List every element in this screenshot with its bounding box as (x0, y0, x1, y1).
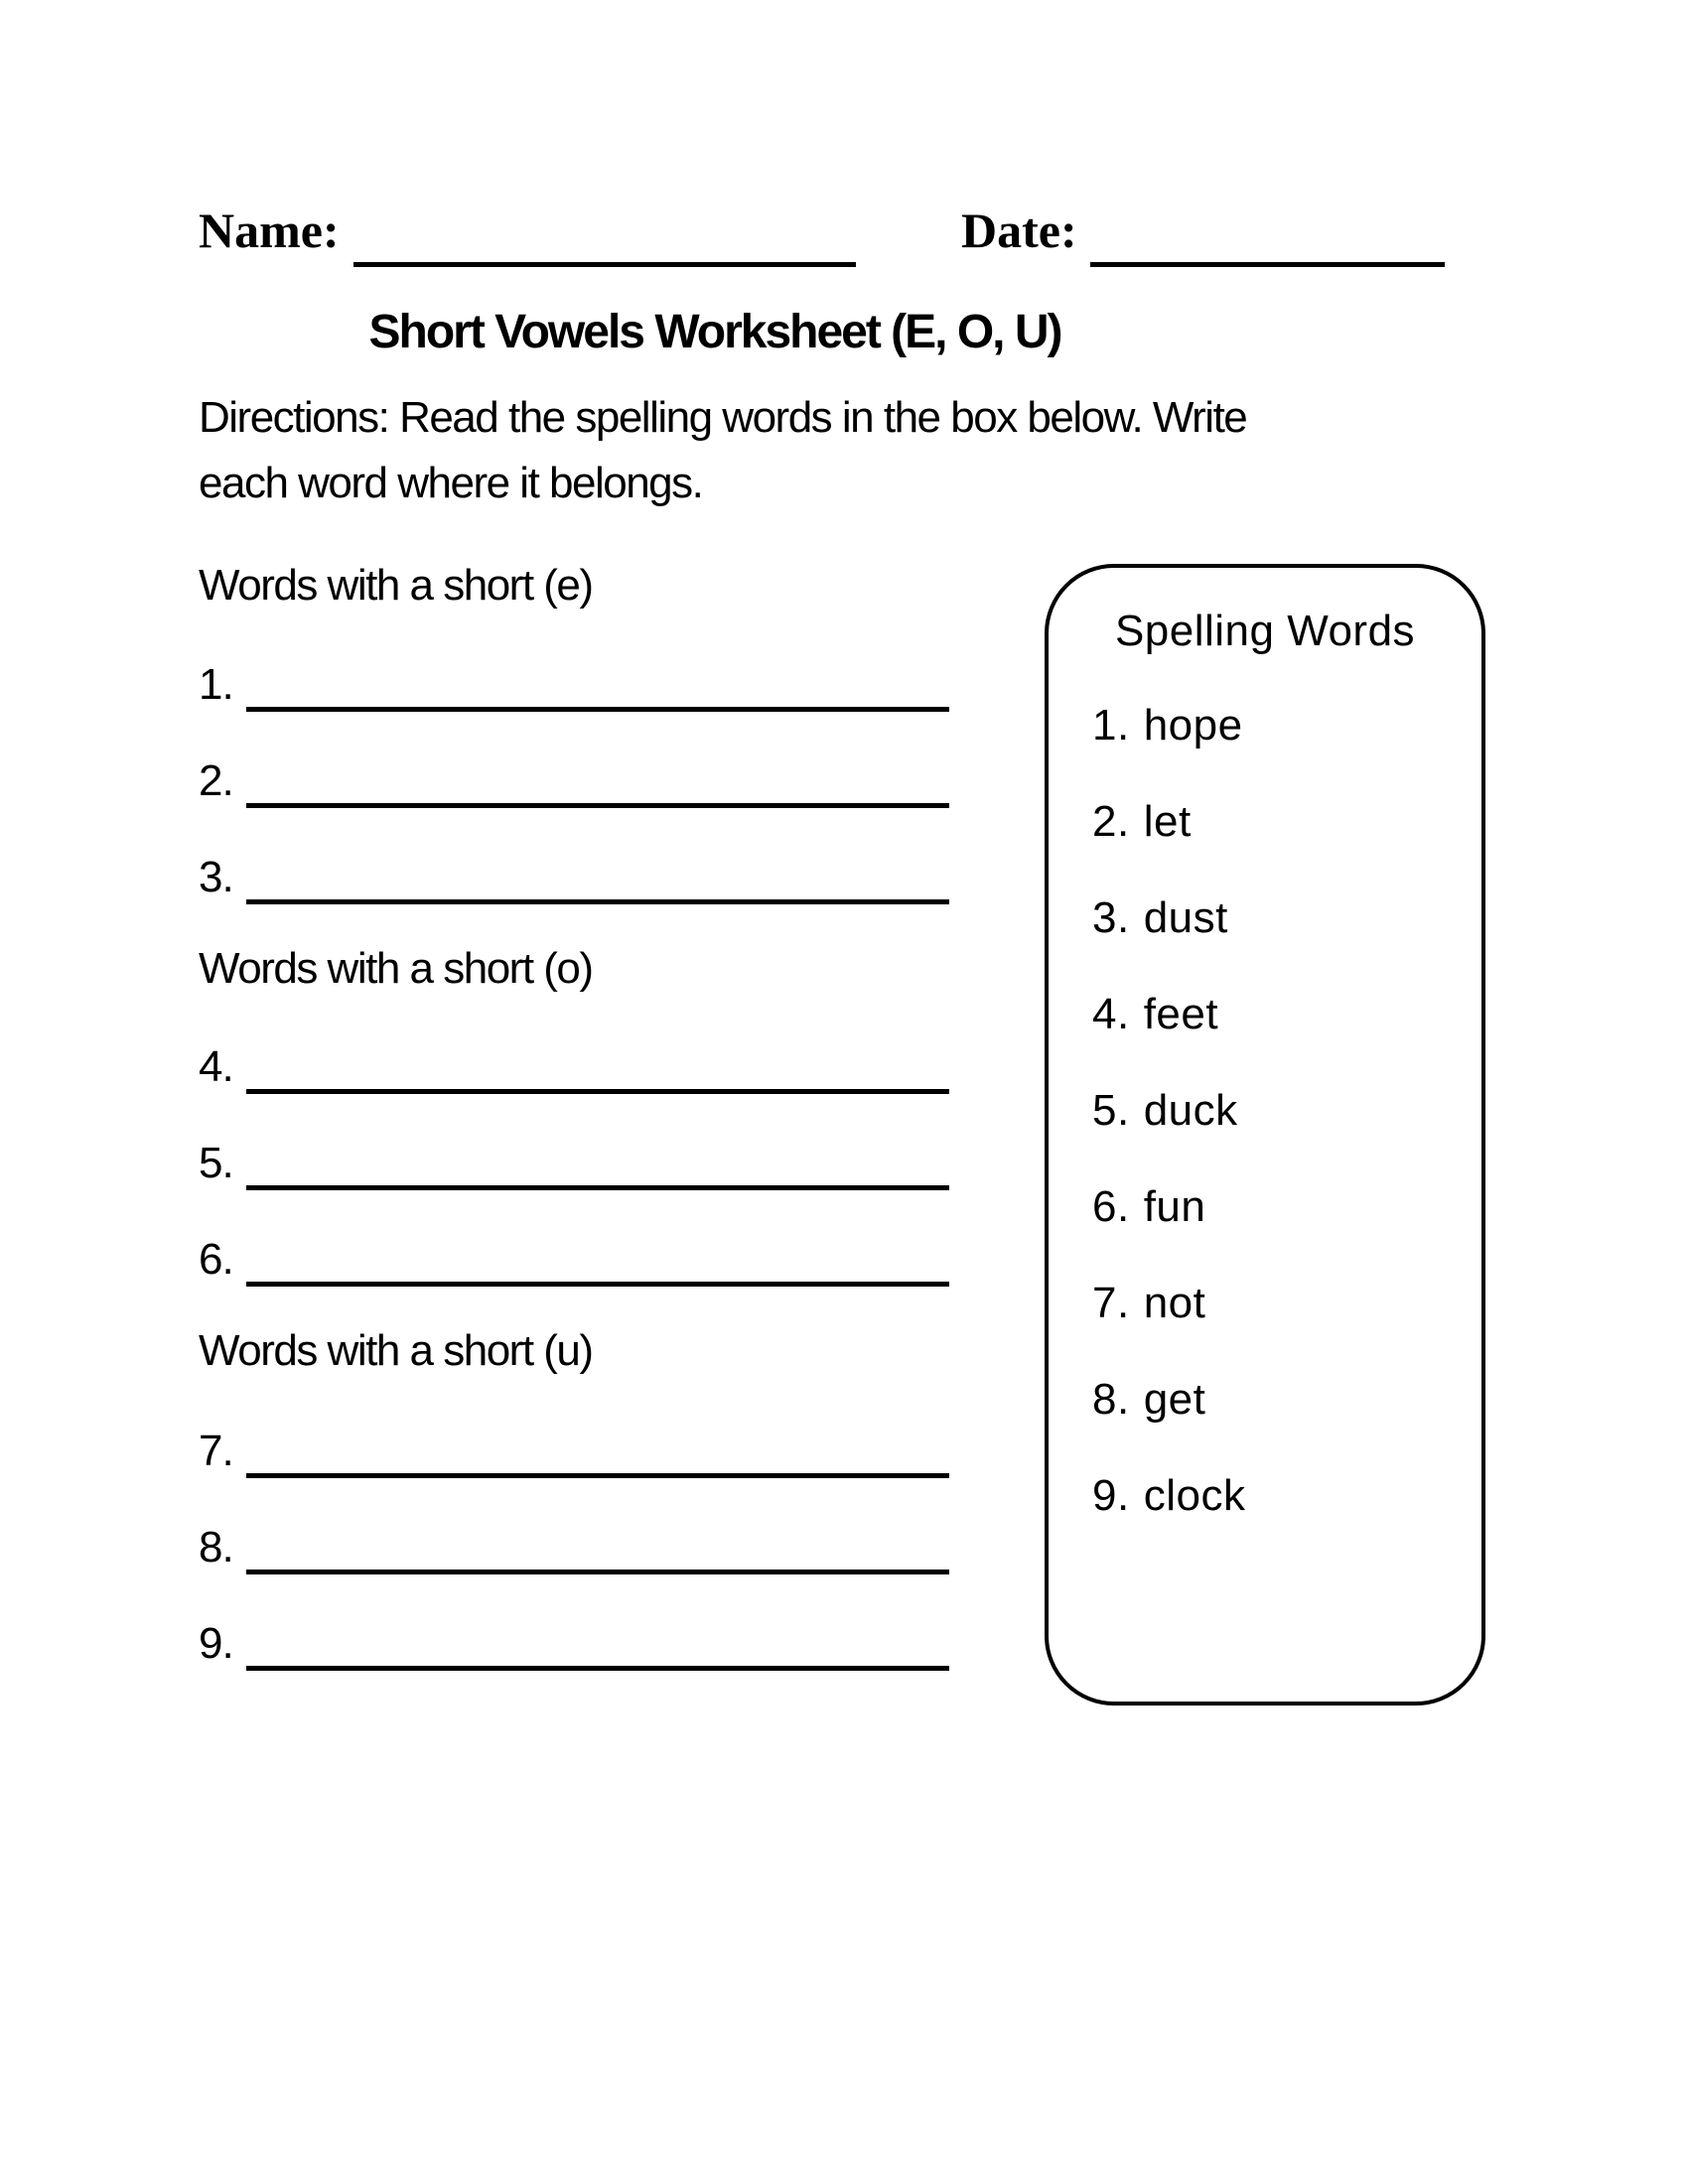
blank-number-2: 2. (199, 756, 233, 805)
word-bank-item-2-number: 2. (1092, 797, 1130, 846)
blank-line-5[interactable] (246, 1185, 949, 1190)
word-bank-item-8-number: 8. (1092, 1375, 1130, 1424)
word-bank-item-3 (1092, 888, 1228, 948)
blank-number-6: 6. (199, 1235, 233, 1284)
word-bank-item-5-number: 5. (1092, 1086, 1130, 1135)
blank-number-1: 1. (199, 660, 233, 709)
blank-line-4[interactable] (246, 1089, 949, 1094)
blank-number-7: 7. (199, 1427, 233, 1475)
word-bank-item-6-word: fun (1143, 1182, 1206, 1231)
blank-line-2[interactable] (246, 803, 949, 808)
directions-line-1: Directions: Read the spelling words in the box below. Write (199, 393, 1247, 442)
blank-number-8: 8. (199, 1523, 233, 1571)
name-blank-line[interactable] (353, 262, 856, 267)
word-bank-item-1 (1092, 696, 1243, 755)
word-bank-item-7-word: not (1143, 1279, 1206, 1327)
word-bank-item-8-word: get (1143, 1375, 1206, 1424)
word-bank-item-9-word: clock (1143, 1471, 1246, 1520)
blank-line-8[interactable] (246, 1570, 949, 1574)
word-bank-item-9-number: 9. (1092, 1471, 1130, 1520)
word-bank-title: Spelling Words (1114, 607, 1416, 655)
blank-number-4: 4. (199, 1042, 233, 1091)
word-bank-item-9 (1092, 1466, 1245, 1526)
word-bank-item-1-word: hope (1143, 701, 1243, 750)
word-bank-item-4-word: feet (1143, 990, 1219, 1038)
word-bank-item-7 (1092, 1274, 1205, 1333)
word-bank-item-5-word: duck (1143, 1086, 1238, 1135)
blank-line-9[interactable] (246, 1666, 949, 1671)
directions-text (199, 385, 1450, 516)
word-bank-item-2 (1092, 792, 1192, 852)
worksheet-title: Short Vowels Worksheet (E, O, U) (368, 306, 1061, 358)
word-bank-item-4-number: 4. (1092, 990, 1130, 1038)
word-bank-item-6 (1092, 1177, 1205, 1237)
blank-number-3: 3. (199, 853, 233, 901)
blank-line-3[interactable] (246, 899, 949, 904)
word-bank-item-2-word: let (1143, 797, 1192, 846)
word-bank-item-1-number: 1. (1092, 701, 1130, 750)
word-bank-box (1045, 564, 1485, 1706)
word-bank-item-6-number: 6. (1092, 1182, 1130, 1231)
blank-line-7[interactable] (246, 1473, 949, 1478)
section-heading-short-e: Words with a short (e) (199, 561, 593, 610)
blank-number-9: 9. (199, 1619, 233, 1668)
date-label: Date: (961, 203, 1077, 258)
section-heading-short-o: Words with a short (o) (199, 944, 593, 993)
date-blank-line[interactable] (1090, 262, 1445, 267)
word-bank-item-7-number: 7. (1092, 1279, 1130, 1327)
word-bank-item-5 (1092, 1081, 1238, 1141)
word-bank-item-8 (1092, 1370, 1205, 1430)
directions-line-2: each word where it belongs. (199, 459, 703, 507)
word-bank-item-3-word: dust (1143, 893, 1228, 942)
word-bank-item-3-number: 3. (1092, 893, 1130, 942)
name-label: Name: (199, 203, 340, 258)
blank-line-1[interactable] (246, 707, 949, 712)
blank-line-6[interactable] (246, 1282, 949, 1287)
word-bank-item-4 (1092, 985, 1218, 1044)
section-heading-short-u: Words with a short (u) (199, 1326, 593, 1375)
blank-number-5: 5. (199, 1139, 233, 1187)
